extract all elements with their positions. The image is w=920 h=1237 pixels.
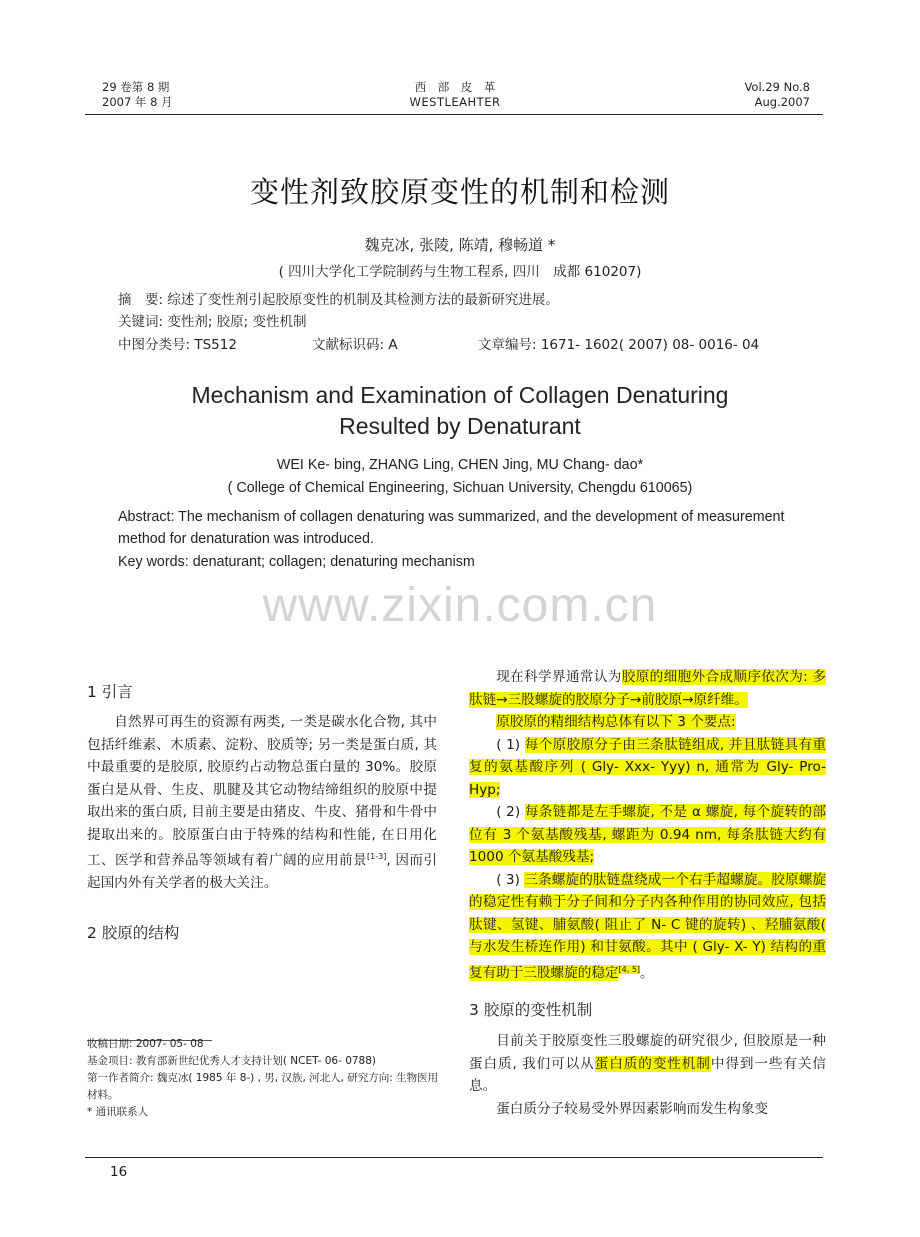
section-2-heading: 2 胶原的结构 <box>87 924 180 942</box>
highlight-point-1: 每个原胶原分子由三条肽链组成, 并且肽链具有重复的氨基酸序列 ( Gly- Xxx- Yyy) n, 通常为 Gly- Pro- Hyp; <box>469 736 826 798</box>
footnote-corresponding: * 通讯联系人 <box>87 1106 149 1118</box>
classification-clc: 中图分类号: TS512 <box>118 337 237 353</box>
header-journal: 西 部 皮 革 WESTLEAHTER <box>409 80 501 109</box>
highlight-point-3: 三条螺旋的肽链盘绕成一个右手超螺旋。胶原螺旋的稳定性有赖于分子间和分子内各种作用的协同效应, 包括肽键、氢键、脯氨酸( 阻止了 N- C 键的旋转) 、羟脯氨酸( 与水发生桥连作用) 和甘氨酸。其中 ( Gly- X- Y) 结构的重复有助于三股螺旋的稳定 <box>469 871 827 982</box>
footnote-author: 第一作者简介: 魏克冰( 1985 年 8-) , 男, 汉族, 河北人, 研究方向: 生物医用材料。 <box>87 1072 439 1101</box>
header-date: Vol.29 No.8 Aug.2007 <box>744 80 810 109</box>
citation-4-5: [4, 5] <box>618 964 641 974</box>
section-1-body: 自然界可再生的资源有两类, 一类是碳水化合物, 其中包括纤维素、木质素、淀粉、胶质等; 另一类是蛋白质, 其中最重要的是胶原, 胶原约占动物总蛋白量的 30%。胶原蛋白是从骨、生皮、肌腱及其它动物结缔组织的胶原中提取出来的蛋白质, 目前主要是由猪皮、牛皮、猪骨和牛骨中提取出来的。胶原蛋白由于特殊的结构和性能, 在日用化工、医学和营养品等领域有着广阔的应用前景[1-3], 因而引起国内外有关学者的极大关注。 <box>87 714 437 892</box>
keywords-cn: 关键词: 变性剂; 胶原; 变性机制 <box>118 314 307 330</box>
highlight-structure-points: 原胶原的精细结构总体有以下 3 个要点: <box>496 714 736 730</box>
authors-en: WEI Ke- bing, ZHANG Ling, CHEN Jing, MU Chang- dao* <box>276 457 644 473</box>
highlight-synthesis-order: 胶原的细胞外合成顺序依次为: 多肽链→三股螺旋的胶原分子→前胶原→原纤维。 <box>469 669 826 708</box>
abstract-en: Abstract: The mechanism of collagen denaturing was summarized, and the development of measurement method for denaturation was introduced. <box>118 509 785 547</box>
highlight-point-2: 每条链都是左手螺旋, 不是 α 螺旋, 每个旋转的部位有 3 个氨基酸残基, 螺距为 0.94 nm, 每条肽链大约有 1000 个氨基酸残基; <box>469 804 827 865</box>
keywords-en: Key words: denaturant; collagen; denaturing mechanism <box>118 554 475 570</box>
header-volume: 29 卷第 8 期 2007 年 8 月 <box>102 80 173 109</box>
footer-rule <box>85 1157 823 1158</box>
title-cn: 变性剂致胶原变性的机制和检测 <box>249 175 670 209</box>
abstract-cn: 摘 要: 综述了变性剂引起胶原变性的机制及其检测方法的最新研究进展。 <box>118 292 559 308</box>
affiliation-en: ( College of Chemical Engineering, Sichuan University, Chengdu 610065) <box>227 480 693 496</box>
section-3-body: 目前关于胶原变性三股螺旋的研究很少, 但胶原是一种蛋白质, 我们可以从蛋白质的变性机制中得到一些有关信息。 蛋白质分子较易受外界因素影响而发生构象变 <box>469 1033 827 1117</box>
page-number: 16 <box>110 1164 128 1180</box>
footnote-received: 收稿日期: 2007- 05- 08 <box>87 1038 204 1050</box>
header-rule <box>85 114 823 115</box>
intro-text: 自然界可再生的资源有两类, 一类是碳水化合物, 其中包括纤维素、木质素、淀粉、胶质等; 另一类是蛋白质, 其中最重要的是胶原, 胶原约占动物总蛋白量的 30%。胶原蛋白是从骨、生皮、肌腱及其它动物结缔组织的胶原中提取出来的蛋白质, 目前主要是由猪皮、牛皮、猪骨和牛骨中提取出来的。胶原蛋白由于特殊的结构和性能, 在日用化工、医学和营养品等领域有着广阔的应用前景 <box>87 714 437 869</box>
citation-1-3: [1-3] <box>367 852 387 861</box>
footnote-fund: 基金项目: 教育部新世纪优秀人才支持计划( NCET- 06- 0788) <box>87 1055 377 1067</box>
classification-doc-code: 文献标识码: A <box>312 337 398 353</box>
affiliation-cn: ( 四川大学化工学院制药与生物工程系, 四川 成都 610207) <box>278 264 642 280</box>
title-en: Mechanism and Examination of Collagen Denaturing Resulted by Denaturant <box>191 382 729 439</box>
section-3-heading: 3 胶原的变性机制 <box>469 1001 593 1019</box>
section-1-heading: 1 引言 <box>87 683 133 701</box>
highlight-denaturation-mechanism: 蛋白质的变性机制 <box>594 1055 711 1072</box>
footnotes <box>87 1036 439 1121</box>
authors-cn: 魏克冰, 张陵, 陈靖, 穆畅道 * <box>364 236 556 254</box>
section-2-body: 现在科学界通常认为胶原的细胞外合成顺序依次为: 多肽链→三股螺旋的胶原分子→前胶原→原纤维。 原胶原的精细结构总体有以下 3 个要点: ( 1) 每个原胶原分子由三条肽链组成, 并且肽链具有重复的氨基酸序列 ( Gly- Xxx- Yyy) n, 通常为 Gly- Pro- Hyp; ( 2) 每条链都是左手螺旋, 不是 α 螺旋, 每个旋转的部位有 3 个氨基酸残基, 螺距为 0.94 nm, 每条肽链大约有 1000 个氨基酸残基; ( 3) 三条螺旋的肽链盘绕成一个右手超螺旋。胶原螺旋的稳定性有赖于分子间和分子内各种作用的协同效应, 包括肽键、氢键、脯氨酸( 阻止了 N- C 键的旋转) 、羟脯氨酸( 与水发生桥连作用) 和甘氨酸。其中 ( Gly- X- Y) 结构的重复有助于三股螺旋的稳定[4, 5]。 <box>469 669 827 982</box>
classification-article-no: 文章编号: 1671- 1602( 2007) 08- 0016- 04 <box>478 337 760 353</box>
watermark: www.zixin.com.cn <box>262 579 658 632</box>
